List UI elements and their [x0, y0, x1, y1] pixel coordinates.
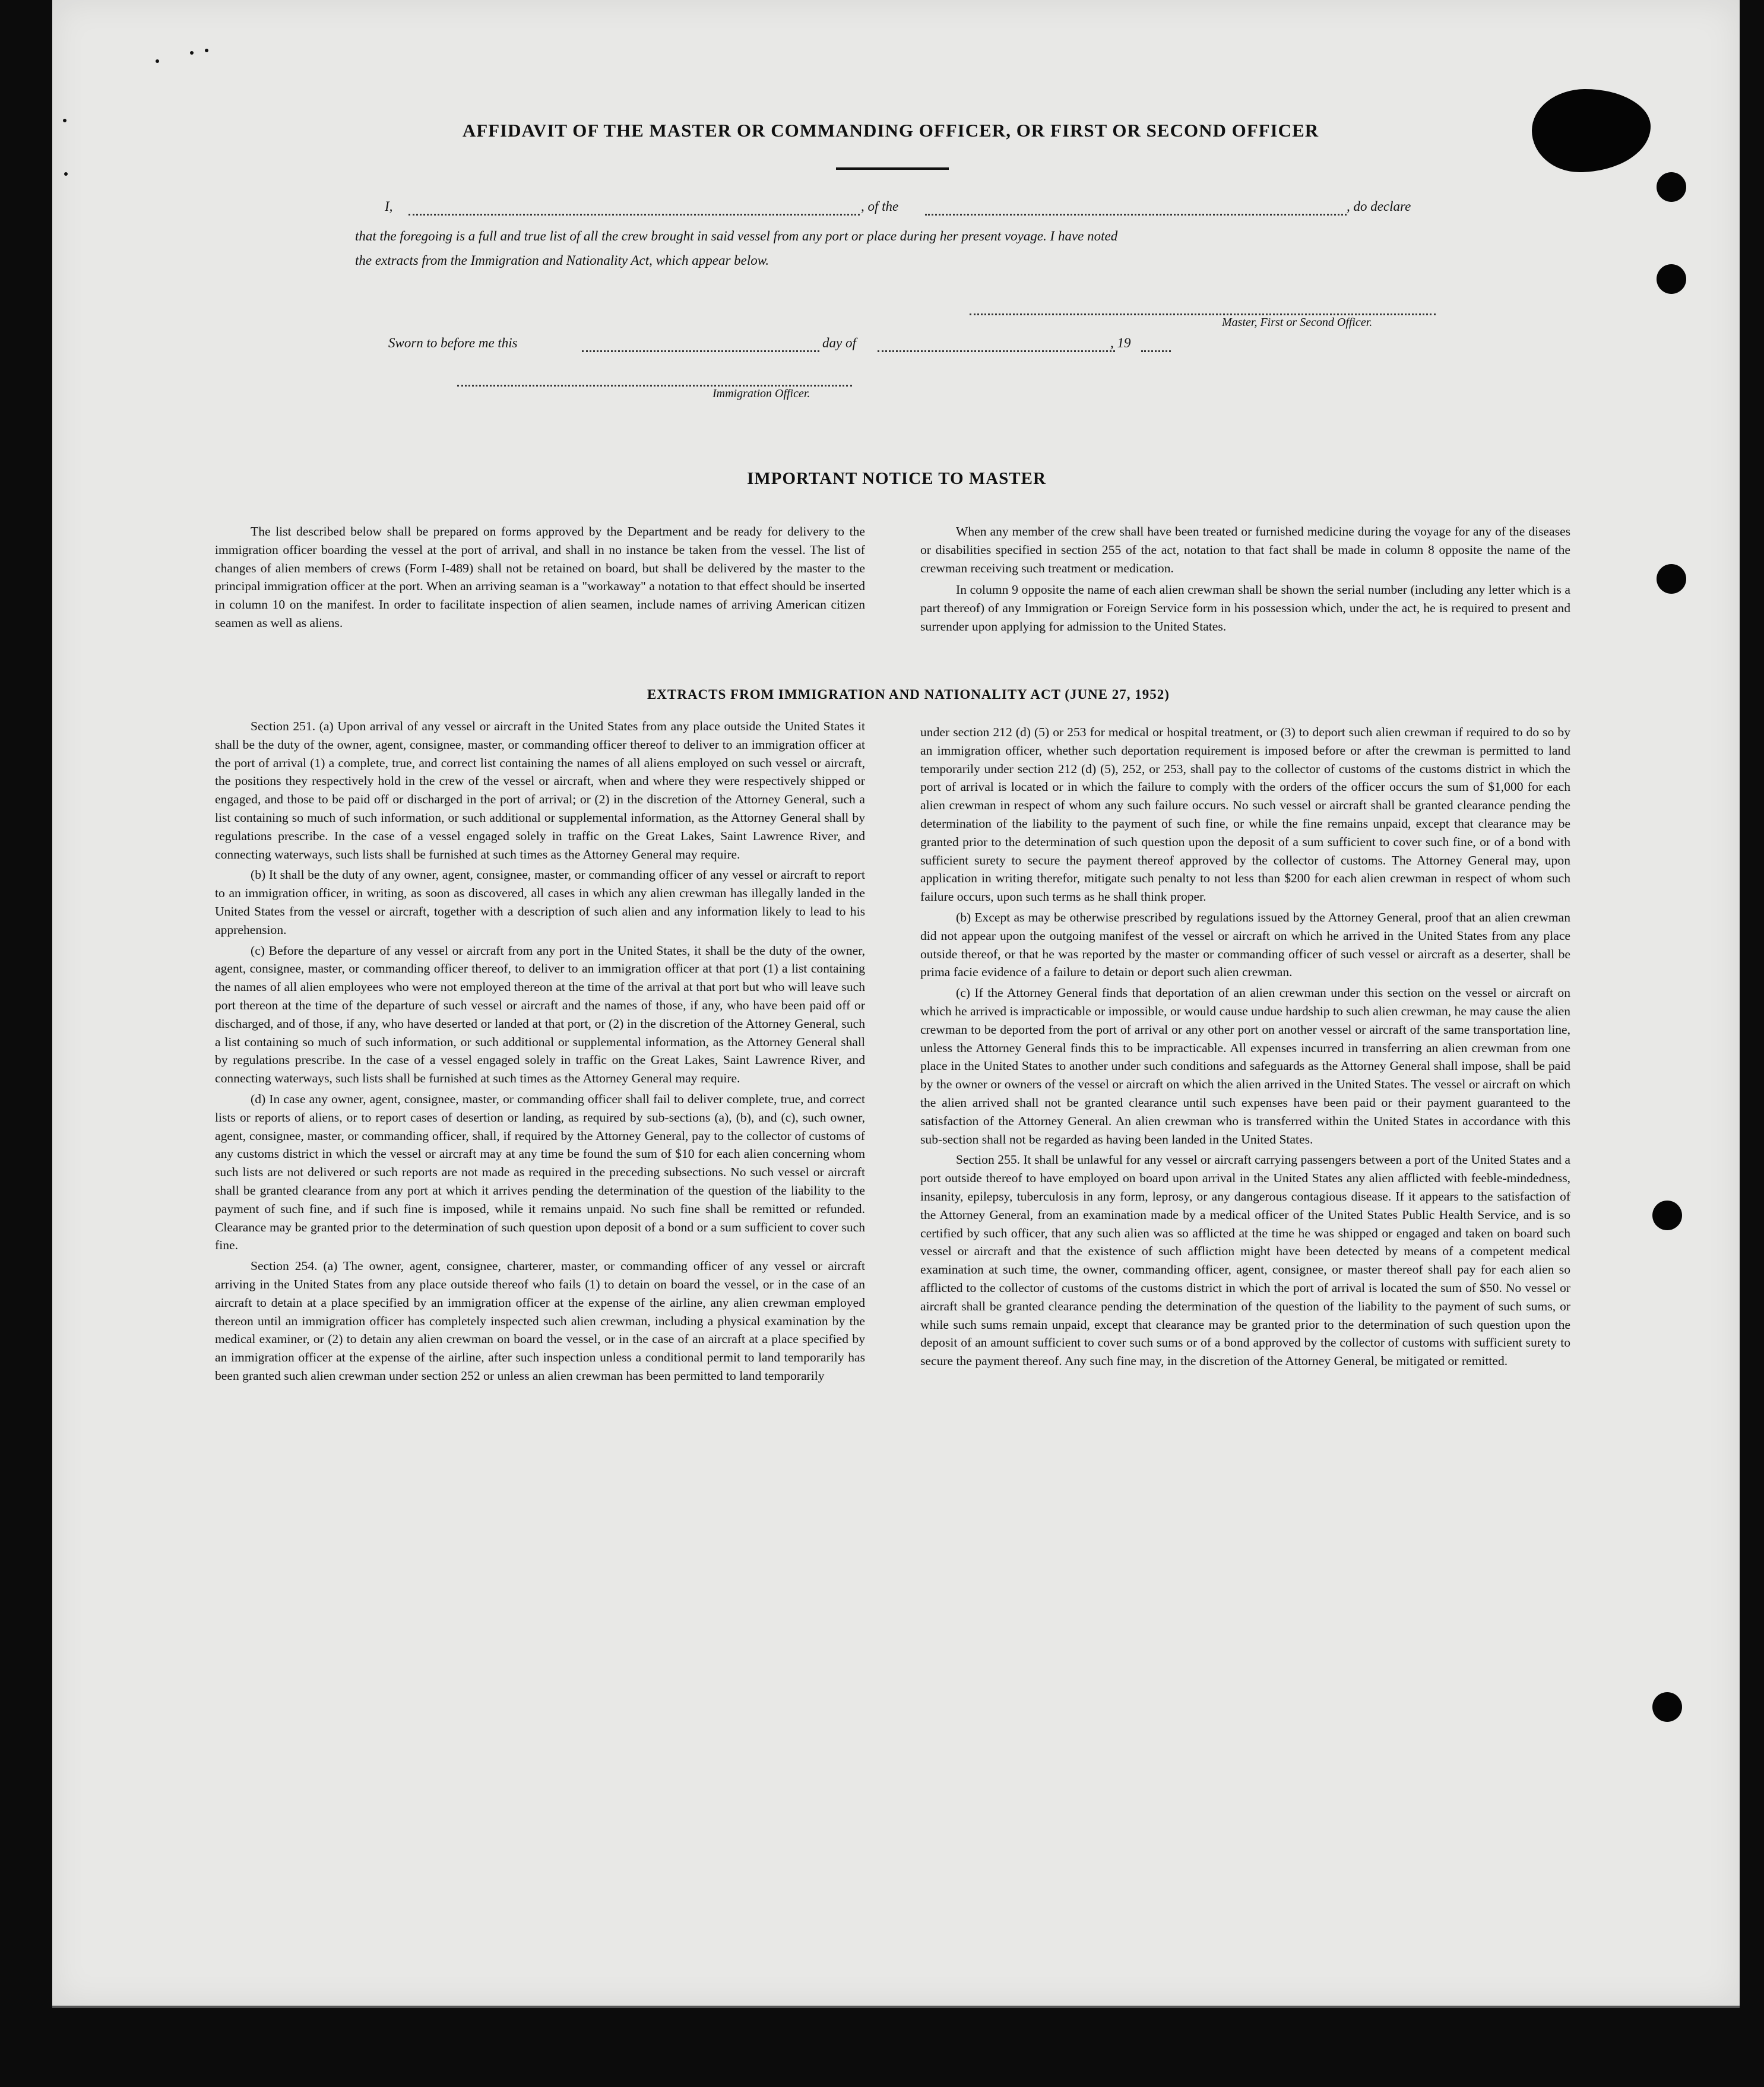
affidavit-title: AFFIDAVIT OF THE MASTER OR COMMANDING OFFICER, OR FIRST OR SECOND OFFICER: [462, 120, 1319, 141]
sworn-year-label: , 19: [1110, 335, 1131, 350]
declare-i-label: I,: [385, 199, 393, 214]
declarant-name-field[interactable]: [408, 214, 860, 216]
declare-of-the-label: , of the: [861, 199, 899, 214]
section-paragraph: Section 251. (a) Upon arrival of any vessel or aircraft in the United States from any place outside the United States it shall be the duty of the owner, agent, consignee, master, or commanding officer thereof to deliver to an immigration officer at the port of arrival (1) a complete, true, and correct list containing the names of all aliens employed on such vessel or aircraft, the positions they respectively hold in the crew of the vessel or aircraft, when and where they were respectively shipped or engaged, and those to be paid off or discharged in the port of arrival; or (2) in the discretion of the Attorney General, such a list containing so much of such information, or such additional or supplemental information, as the Attorney General shall by regulations prescribe. In the case of a vessel engaged solely in traffic on the Great Lakes, Saint Lawrence River, and connecting waterways, such lists shall be furnished at such times as the Attorney General may require.: [215, 719, 865, 862]
notice-left-column: [215, 522, 865, 635]
sworn-month-field[interactable]: [878, 350, 1115, 352]
page-edge: [52, 2006, 1740, 2008]
master-signature-field[interactable]: [970, 313, 1436, 315]
section-paragraph: (c) If the Attorney General finds that deportation of an alien crewman under this section on the vessel or aircraft on which he arrived is impracticable or impossible, or would cause undue hardship to such alien crewman, he may cause the alien crewman to be deported from the port of arrival or any other port on another vessel or aircraft of the same transportation line, unless the Attorney General finds this to be impracticable. All expenses incurred in transferring an alien crewman from one place in the United States to another under such conditions and safeguards as the Attorney General shall impose, shall be paid by the owner or owners of the vessel or aircraft on which the alien arrived in the United States. The vessel or aircraft on which the alien arrived shall not be granted clearance until such expenses have been paid or their payment guaranteed to the satisfaction of the Attorney General. An alien crewman who is transferred within the United States in accordance with this sub-section shall not be regarded as having been landed in the United States.: [920, 986, 1570, 1147]
title-divider: [836, 167, 949, 170]
section-paragraph: under section 212 (d) (5) or 253 for medical or hospital treatment, or (3) to deport such alien crewman if required to do so by an immigration officer, whether such deportation requirement is imposed before or after the crewman is permitted to land temporarily under section 212 (d) (5), 252, or 253, shall pay to the collector of customs of the customs district in which the port of arrival is located or in which the failure to comply with the orders of the officer occurs the sum of $1,000 for each alien crewman in respect of whom any such failure occurs. No such vessel or aircraft shall be granted clearance pending the determination of the liability to the payment of such fine, or while the fine remains unpaid, except that clearance may be granted prior to the determination of such question upon the deposit of a sum sufficient to cover such fine, or of a bond with sufficient surety to secure the payment thereof approved by the collector of customs. The Attorney General may, upon application in writing therefor, mitigate such penalty to not less than $200 for each alien crewman in respect of whom such failure occurs, upon such terms as he shall think proper.: [920, 725, 1570, 904]
notice-title: IMPORTANT NOTICE TO MASTER: [747, 469, 1046, 488]
sworn-year-field[interactable]: [1141, 350, 1171, 352]
statement-line-2: the extracts from the Immigration and Nationality Act, which appear below.: [355, 253, 769, 268]
officer-label: Immigration Officer.: [712, 387, 810, 400]
sworn-prefix-label: Sworn to before me this: [388, 335, 518, 350]
punch-hole: [1657, 264, 1686, 294]
notice-paragraph: The list described below shall be prepared on forms approved by the Department and be ready for delivery to the immigration officer boarding the vessel at the port of arrival, and shall in no instance be taken from the vessel. The list of changes of alien members of crews (Form I-489) shall not be retained on board, but shall be delivered by the master to the principal immigration officer at the port. When an arriving seaman is a "workaway" a notation to that effect should be inserted in column 10 on the manifest. In order to facilitate inspection of alien seamen, include names of arriving American citizen seamen as well as aliens.: [215, 524, 865, 630]
immigration-officer-signature-field[interactable]: [457, 385, 852, 387]
statement-line-1: that the foregoing is a full and true list of all the crew brought in said vessel from any port or place during her present voyage. I have noted: [355, 229, 1118, 243]
extracts-title: EXTRACTS FROM IMMIGRATION AND NATIONALITY ACT (JUNE 27, 1952): [647, 687, 1170, 702]
sworn-day-field[interactable]: [582, 350, 819, 352]
sworn-day-of-label: day of: [822, 335, 856, 350]
vessel-name-field[interactable]: [925, 214, 1347, 216]
signature-label: Master, First or Second Officer.: [1222, 316, 1373, 329]
scan-speck: [64, 172, 68, 176]
punch-hole: [1652, 1201, 1682, 1230]
notice-paragraph: When any member of the crew shall have been treated or furnished medicine during the voyage for any of the diseases or disabilities specified in section 255 of the act, notation to that fact shall be made in column 8 opposite the name of the crewman receiving such treatment or medication.: [920, 524, 1570, 575]
punch-hole: [1657, 564, 1686, 594]
extracts-left-column: [215, 717, 865, 1388]
section-paragraph: (b) Except as may be otherwise prescribed by regulations issued by the Attorney General, proof that an alien crewman did not appear upon the outgoing manifest of the vessel or aircraft on which he arrived in the United States from any place outside thereof, or that he was reported by the master or commanding officer of such vessel or aircraft as a deserter, shall be prima facie evidence of a failure to detain or deport such alien crewman.: [920, 910, 1570, 980]
section-paragraph: Section 255. It shall be unlawful for any vessel or aircraft carrying passengers between a port of the United States and a port outside thereof to have employed on board upon arrival in the United States any alien afflicted with feeble-mindedness, insanity, epilepsy, tuberculosis in any form, leprosy, or any dangerous contagious disease. If it appears to the satisfaction of the Attorney General, from an examination made by a medical officer of the United States Public Health Service, and is so certified by such officer, that any such alien was so afflicted at the time he was shipped or engaged and taken on board such vessel or aircraft and that the existence of such affliction might have been detected by means of a competent medical examination at such time, the owner, commanding officer, agent, consignee, or master thereof shall pay for each alien so afflicted to the collector of customs of the customs district in which the port of arrival is located the sum of $50. No vessel or aircraft shall be granted clearance pending the determination of the question of the liability to the payment of such sums, or while such sums remain unpaid, except that clearance may be granted prior to the determination of such question upon the deposit of an amount sufficient to cover such sums or of a bond approved by the collector of customs with sufficient surety to secure the payment thereof. Any such fine may, in the discretion of the Attorney General, be mitigated or remitted.: [920, 1152, 1570, 1369]
scan-speck: [205, 49, 208, 52]
punch-hole: [1657, 172, 1686, 202]
scan-speck: [190, 51, 194, 55]
section-paragraph: (c) Before the departure of any vessel or aircraft from any port in the United States, it shall be the duty of the owner, agent, consignee, master, or commanding officer thereof, to deliver to an immigration officer at that port (1) a list containing the names of all alien employees who were not employed thereon at the time of the arrival at that port but who will leave such port thereon at the time of the departure of such vessel or aircraft and the names of those, if any, who have been paid off or discharged, and of those, if any, who have deserted or landed at that port, or (2) in the discretion of the Attorney General, such a list containing so much of such information, or such additional or supplemental information, as the Attorney General shall by regulations prescribe. In the case of a vessel engaged solely in traffic on the Great Lakes, Saint Lawrence River, and connecting waterways, such lists shall be furnished at such times as the Attorney General may require.: [215, 943, 865, 1086]
scan-speck: [156, 59, 159, 63]
notice-paragraph: In column 9 opposite the name of each alien crewman shall be shown the serial number (including any letter which is a part thereof) of any Immigration or Foreign Service form in his possession which, under the act, he is required to present and surrender upon applying for admission to the United States.: [920, 582, 1570, 634]
scan-speck: [63, 119, 66, 122]
section-paragraph: (d) In case any owner, agent, consignee, master, or commanding officer shall fail to deliver complete, true, and correct lists or reports of aliens, or to report cases of desertion or landing, as required by sub-sections (a), (b), and (c), such owner, agent, consignee, master, or commanding officer, shall, if required by the Attorney General, pay to the collector of customs of any customs district in which the vessel or aircraft may at any time be found the sum of $10 for each alien concerning whom such lists are not delivered or such reports are not made as required in the preceding subsections. No such vessel or aircraft shall be granted clearance from any port at which it arrives pending the determination of the question of the liability to the payment of such fine, and if such fine is imposed, while it remains unpaid. No such fine shall be remitted or refunded. Clearance may be granted prior to the determination of such question upon deposit of a bond or a sum sufficient to cover such fine.: [215, 1091, 865, 1253]
section-paragraph: (b) It shall be the duty of any owner, agent, consignee, master, or commanding officer of any vessel or aircraft to report to an immigration officer, in writing, as soon as discovered, all cases in which any alien crewman has illegally landed in the United States from the vessel or aircraft, together with a description of such alien and any information likely to lead to his apprehension.: [215, 867, 865, 937]
extracts-right-column: [920, 723, 1570, 1373]
declare-end-label: , do declare: [1347, 199, 1411, 214]
punch-hole: [1652, 1692, 1682, 1722]
notice-right-column: [920, 522, 1570, 638]
section-paragraph: Section 254. (a) The owner, agent, consignee, charterer, master, or commanding officer of any vessel or aircraft arriving in the United States from any place outside thereof who fails (1) to detain on board the vessel, or in the case of an aircraft to detain at a place specified by an immigration officer at the expense of the airline, any alien crewman employed thereon until an immigration officer has completely inspected such alien crewman, including a physical examination by the medical examiner, or (2) to detain any alien crewman on board the vessel, or in the case of an aircraft at a place specified by an immigration officer at the expense of the airline, after such inspection unless a conditional permit to land temporarily has been granted such alien crewman under section 252 or unless an alien crewman has been permitted to land temporarily: [215, 1259, 865, 1383]
